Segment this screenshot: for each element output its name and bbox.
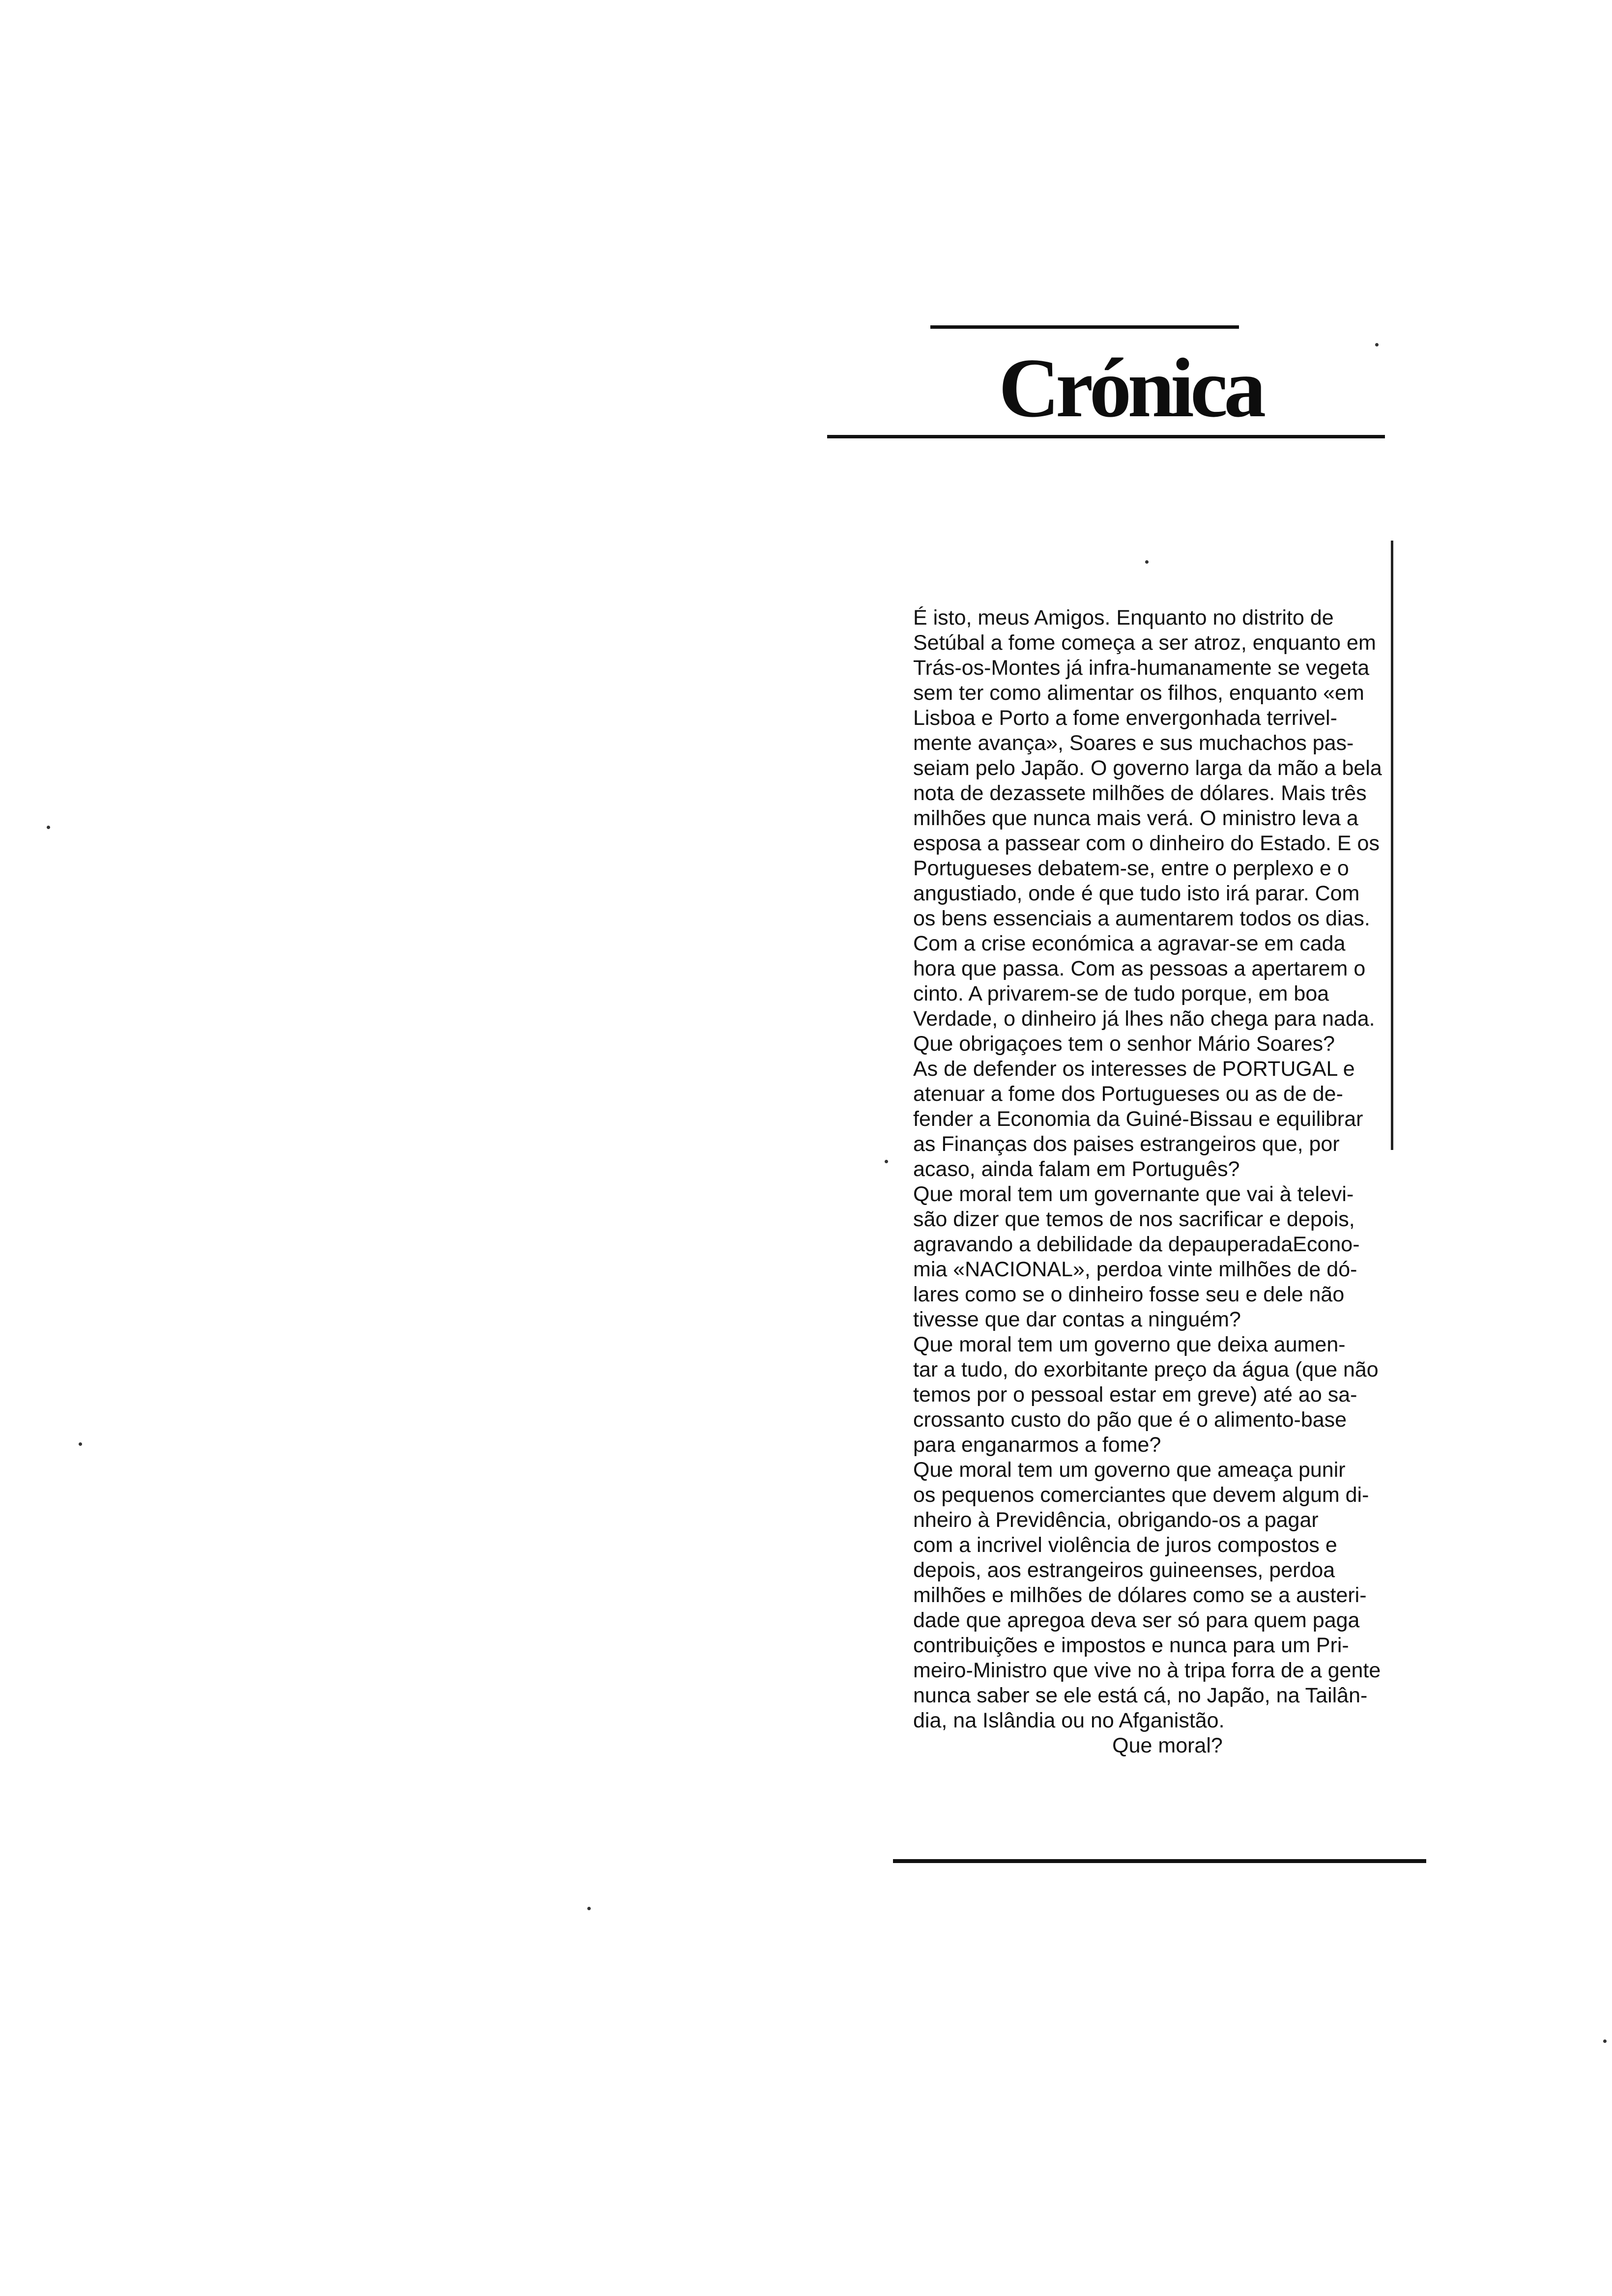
article-line: Que moral tem um governante que vai à televi-	[913, 1182, 1354, 1206]
article-line: milhões e milhões de dólares como se a austeri-	[913, 1583, 1367, 1607]
article-line: depois, aos estrangeiros guineenses, perdoa	[913, 1558, 1335, 1582]
article-line: para enganarmos a fome?	[913, 1433, 1161, 1457]
article-line: são dizer que temos de nos sacrificar e depois,	[913, 1207, 1355, 1231]
article-line: atenuar a fome dos Portugueses ou as de de-	[913, 1082, 1343, 1106]
article-closing-line: Que moral?	[1112, 1734, 1223, 1757]
scan-speck	[79, 1442, 82, 1446]
article-line: agravando a debilidade da depauperadaEcono-	[913, 1233, 1360, 1256]
article-line: nunca saber se ele está cá, no Japão, na Tailân-	[913, 1684, 1368, 1707]
article-line: Lisboa e Porto a fome envergonhada terrivel-	[913, 706, 1337, 730]
scan-speck	[1145, 560, 1149, 564]
article-line: acaso, ainda falam em Português?	[913, 1157, 1240, 1181]
article-line: nota de dezassete milhões de dólares. Mais três	[913, 781, 1367, 805]
article-line: milhões que nunca mais verá. O ministro leva a	[913, 806, 1358, 830]
article-line: dade que apregoa deva ser só para quem paga	[913, 1608, 1360, 1632]
article-line: tar a tudo, do exorbitante preço da água (que não	[913, 1358, 1379, 1381]
article-line: mente avança», Soares e sus muchachos pas-	[913, 731, 1354, 755]
article-line: Setúbal a fome começa a ser atroz, enquanto em	[913, 631, 1376, 655]
article-line: crossanto custo do pão que é o alimento-base	[913, 1408, 1347, 1432]
article-line: Que moral tem um governo que deixa aumen-	[913, 1333, 1346, 1356]
scan-speck	[47, 826, 50, 829]
article-line: sem ter como alimentar os filhos, enquanto «em	[913, 681, 1364, 705]
article-line: Com a crise económica a agravar-se em cada	[913, 932, 1346, 955]
top-rule	[930, 325, 1239, 329]
article-line: seiam pelo Japão. O governo larga da mão a bela	[913, 756, 1382, 780]
title-underline	[827, 435, 1385, 438]
article-line: nheiro à Previdência, obrigando-os a pagar	[913, 1508, 1319, 1532]
article-line: Portugueses debatem-se, entre o perplexo e o	[913, 857, 1349, 880]
article-line: com a incrivel violência de juros compostos e	[913, 1533, 1337, 1557]
article-line: as Finanças dos paises estrangeiros que, por	[913, 1132, 1340, 1156]
article-line: mia «NACIONAL», perdoa vinte milhões de dó-	[913, 1258, 1357, 1281]
article-line: As de defender os interesses de PORTUGAL e	[913, 1057, 1355, 1081]
scan-speck	[885, 1160, 888, 1163]
article-line: Que obrigaçoes tem o senhor Mário Soares?	[913, 1032, 1335, 1056]
article-line: É isto, meus Amigos. Enquanto no distrito de	[913, 606, 1334, 630]
article-line: lares como se o dinheiro fosse seu e dele não	[913, 1283, 1345, 1306]
article-line: os pequenos comerciantes que devem algum di-	[913, 1483, 1369, 1507]
article-line: cinto. A privarem-se de tudo porque, em boa	[913, 982, 1329, 1005]
article-line: angustiado, onde é que tudo isto irá parar. Com	[913, 882, 1360, 905]
article-line: os bens essenciais a aumentarem todos os dias.	[913, 907, 1370, 930]
article-line: Que moral tem um governo que ameaça punir	[913, 1458, 1346, 1482]
article-line: fender a Economia da Guiné-Bissau e equilibrar	[913, 1107, 1363, 1131]
page-title: Crónica	[998, 342, 1263, 435]
article-line: Verdade, o dinheiro já lhes não chega para nada.	[913, 1007, 1375, 1031]
article-line: contribuições e impostos e nunca para um Pri-	[913, 1634, 1349, 1657]
article-column	[913, 605, 1422, 1854]
article-line: meiro-Ministro que vive no à tripa forra de a gente	[913, 1659, 1381, 1682]
scan-speck	[1603, 2039, 1607, 2043]
article-line: temos por o pessoal estar em greve) até ao sa-	[913, 1383, 1357, 1406]
article-line: dia, na Islândia ou no Afganistão.	[913, 1709, 1225, 1732]
bottom-rule	[893, 1859, 1426, 1863]
scan-speck	[587, 1907, 591, 1910]
article-line: Trás-os-Montes já infra-humanamente se vegeta	[913, 656, 1370, 680]
article-line: esposa a passear com o dinheiro do Estado. E os	[913, 832, 1380, 855]
scan-speck	[1375, 343, 1379, 346]
article-line: tivesse que dar contas a ninguém?	[913, 1308, 1241, 1331]
article-line: hora que passa. Com as pessoas a apertarem o	[913, 957, 1366, 980]
